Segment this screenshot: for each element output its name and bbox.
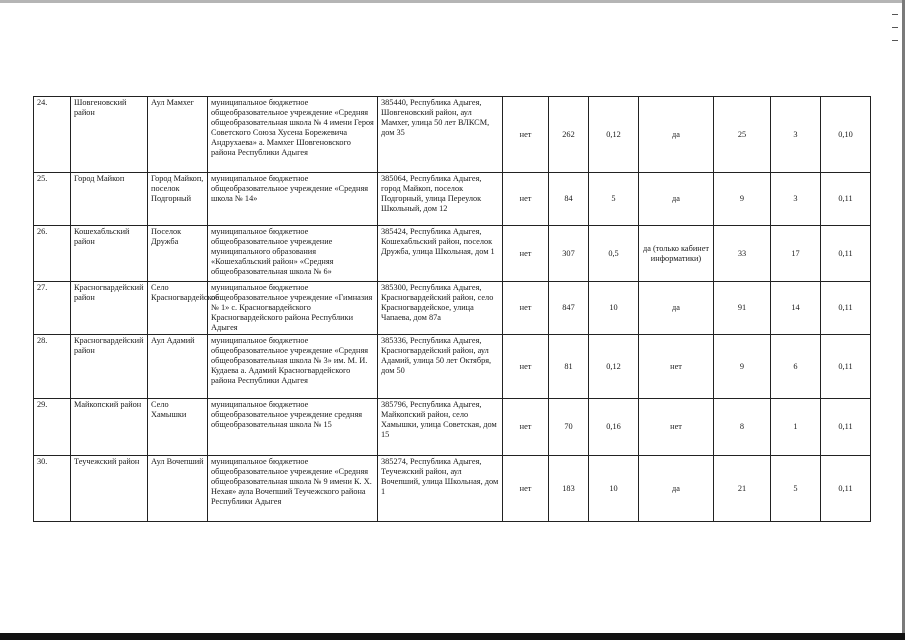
value-cell: 3 — [771, 97, 821, 173]
school-name-cell: муниципальное бюджетное общеобразовательное учреждение «Средняя школа № 14» — [208, 173, 378, 226]
address-cell: 385274, Республика Адыгея, Теучежский район, аул Вочепший, улица Школьная, дом 1 — [378, 456, 503, 522]
value-cell: нет — [639, 335, 714, 399]
value-cell: 0,11 — [821, 456, 871, 522]
row-number: 28. — [34, 335, 71, 399]
scan-edge-top — [0, 0, 905, 3]
settlement-cell: Поселок Дружба — [148, 226, 208, 282]
school-name-cell: муниципальное бюджетное общеобразовательное учреждение «Средняя общеобразовательная школа № 3» им. М. И. Кудаева а. Адамий Красногвардейского района Республики Адыгея — [208, 335, 378, 399]
value-cell: 10 — [589, 282, 639, 335]
value-cell: 307 — [549, 226, 589, 282]
row-number: 30. — [34, 456, 71, 522]
district-cell: Майкопский район — [71, 399, 148, 456]
table-row — [34, 456, 871, 522]
value-cell: нет — [503, 335, 549, 399]
value-cell: да — [639, 97, 714, 173]
value-cell: 0,5 — [589, 226, 639, 282]
row-number: 27. — [34, 282, 71, 335]
value-cell: да (только кабинет информатики) — [639, 226, 714, 282]
table-row — [34, 173, 871, 226]
row-number: 25. — [34, 173, 71, 226]
table-row — [34, 282, 871, 335]
value-cell: 0,12 — [589, 97, 639, 173]
value-cell: нет — [503, 97, 549, 173]
value-cell: нет — [503, 226, 549, 282]
value-cell: 3 — [771, 173, 821, 226]
school-name-cell: муниципальное бюджетное общеобразовательное учреждение «Средняя общеобразовательная школа № 9 имени К. Х. Нехая» аула Вочепший Теучежского района Республики Адыгея — [208, 456, 378, 522]
value-cell: 1 — [771, 399, 821, 456]
value-cell: нет — [503, 173, 549, 226]
value-cell: нет — [503, 282, 549, 335]
value-cell: 0,16 — [589, 399, 639, 456]
value-cell: 81 — [549, 335, 589, 399]
row-number: 26. — [34, 226, 71, 282]
settlement-cell: Аул Вочепший — [148, 456, 208, 522]
table-row — [34, 335, 871, 399]
value-cell: нет — [503, 399, 549, 456]
value-cell: 0,11 — [821, 335, 871, 399]
value-cell: да — [639, 173, 714, 226]
table-row — [34, 399, 871, 456]
schools-table — [33, 96, 871, 522]
district-cell: Теучежский район — [71, 456, 148, 522]
value-cell: 0,11 — [821, 399, 871, 456]
scan-edge-bottom — [0, 633, 905, 640]
school-name-cell: муниципальное бюджетное общеобразовательное учреждение муниципального образования «Кошехабльский район» «Средняя общеобразовательная школа № 6» — [208, 226, 378, 282]
table-row — [34, 226, 871, 282]
address-cell: 385796, Республика Адыгея, Майкопский район, село Хамышки, улица Советская, дом 15 — [378, 399, 503, 456]
table-row — [34, 97, 871, 173]
settlement-cell: Аул Адамий — [148, 335, 208, 399]
value-cell: 33 — [714, 226, 771, 282]
value-cell: 9 — [714, 173, 771, 226]
address-cell: 385336, Республика Адыгея, Красногвардейский район, аул Адамий, улица 50 лет Октября, дом 50 — [378, 335, 503, 399]
margin-tick — [892, 40, 898, 41]
value-cell: нет — [639, 399, 714, 456]
margin-tick — [892, 27, 898, 28]
value-cell: 91 — [714, 282, 771, 335]
value-cell: 0,11 — [821, 282, 871, 335]
district-cell: Красногвардейский район — [71, 282, 148, 335]
value-cell: да — [639, 456, 714, 522]
district-cell: Кошехабльский район — [71, 226, 148, 282]
school-name-cell: муниципальное бюджетное общеобразовательное учреждение средняя общеобразовательная школа № 15 — [208, 399, 378, 456]
district-cell: Город Майкоп — [71, 173, 148, 226]
row-number: 29. — [34, 399, 71, 456]
value-cell: 0,12 — [589, 335, 639, 399]
row-number: 24. — [34, 97, 71, 173]
value-cell: 6 — [771, 335, 821, 399]
address-cell: 385440, Республика Адыгея, Шовгеновский район, аул Мамхег, улица 50 лет ВЛКСМ, дом 35 — [378, 97, 503, 173]
settlement-cell: Аул Мамхег — [148, 97, 208, 173]
district-cell: Шовгеновский район — [71, 97, 148, 173]
value-cell: 9 — [714, 335, 771, 399]
address-cell: 385300, Республика Адыгея, Красногвардейский район, село Красногвардейское, улица Чапаева, дом 87а — [378, 282, 503, 335]
value-cell: 0,11 — [821, 173, 871, 226]
value-cell: 262 — [549, 97, 589, 173]
value-cell: да — [639, 282, 714, 335]
settlement-cell: Село Красногвардейское — [148, 282, 208, 335]
address-cell: 385064, Республика Адыгея, город Майкоп, поселок Подгорный, улица Переулок Школьный, дом 12 — [378, 173, 503, 226]
value-cell: 17 — [771, 226, 821, 282]
value-cell: 0,11 — [821, 226, 871, 282]
value-cell: 21 — [714, 456, 771, 522]
school-name-cell: муниципальное бюджетное общеобразовательное учреждение «Средняя общеобразовательная школа № 4 имени Героя Советского Союза Хусена Борежевича Андрухаева» а. Мамхег Шовгеновского района Республики Адыгея — [208, 97, 378, 173]
district-cell: Красногвардейский район — [71, 335, 148, 399]
value-cell: 10 — [589, 456, 639, 522]
value-cell: 25 — [714, 97, 771, 173]
settlement-cell: Село Хамышки — [148, 399, 208, 456]
value-cell: 0,10 — [821, 97, 871, 173]
value-cell: 5 — [589, 173, 639, 226]
value-cell: 14 — [771, 282, 821, 335]
value-cell: 8 — [714, 399, 771, 456]
value-cell: 183 — [549, 456, 589, 522]
school-name-cell: муниципальное бюджетное общеобразовательное учреждение «Гимназия № 1» с. Красногвардейского Красногвардейского района Республики Адыгея — [208, 282, 378, 335]
value-cell: нет — [503, 456, 549, 522]
value-cell: 70 — [549, 399, 589, 456]
address-cell: 385424, Республика Адыгея, Кошехабльский район, поселок Дружба, улица Школьная, дом 1 — [378, 226, 503, 282]
value-cell: 84 — [549, 173, 589, 226]
value-cell: 5 — [771, 456, 821, 522]
value-cell: 847 — [549, 282, 589, 335]
margin-tick — [892, 14, 898, 15]
settlement-cell: Город Майкоп, поселок Подгорный — [148, 173, 208, 226]
